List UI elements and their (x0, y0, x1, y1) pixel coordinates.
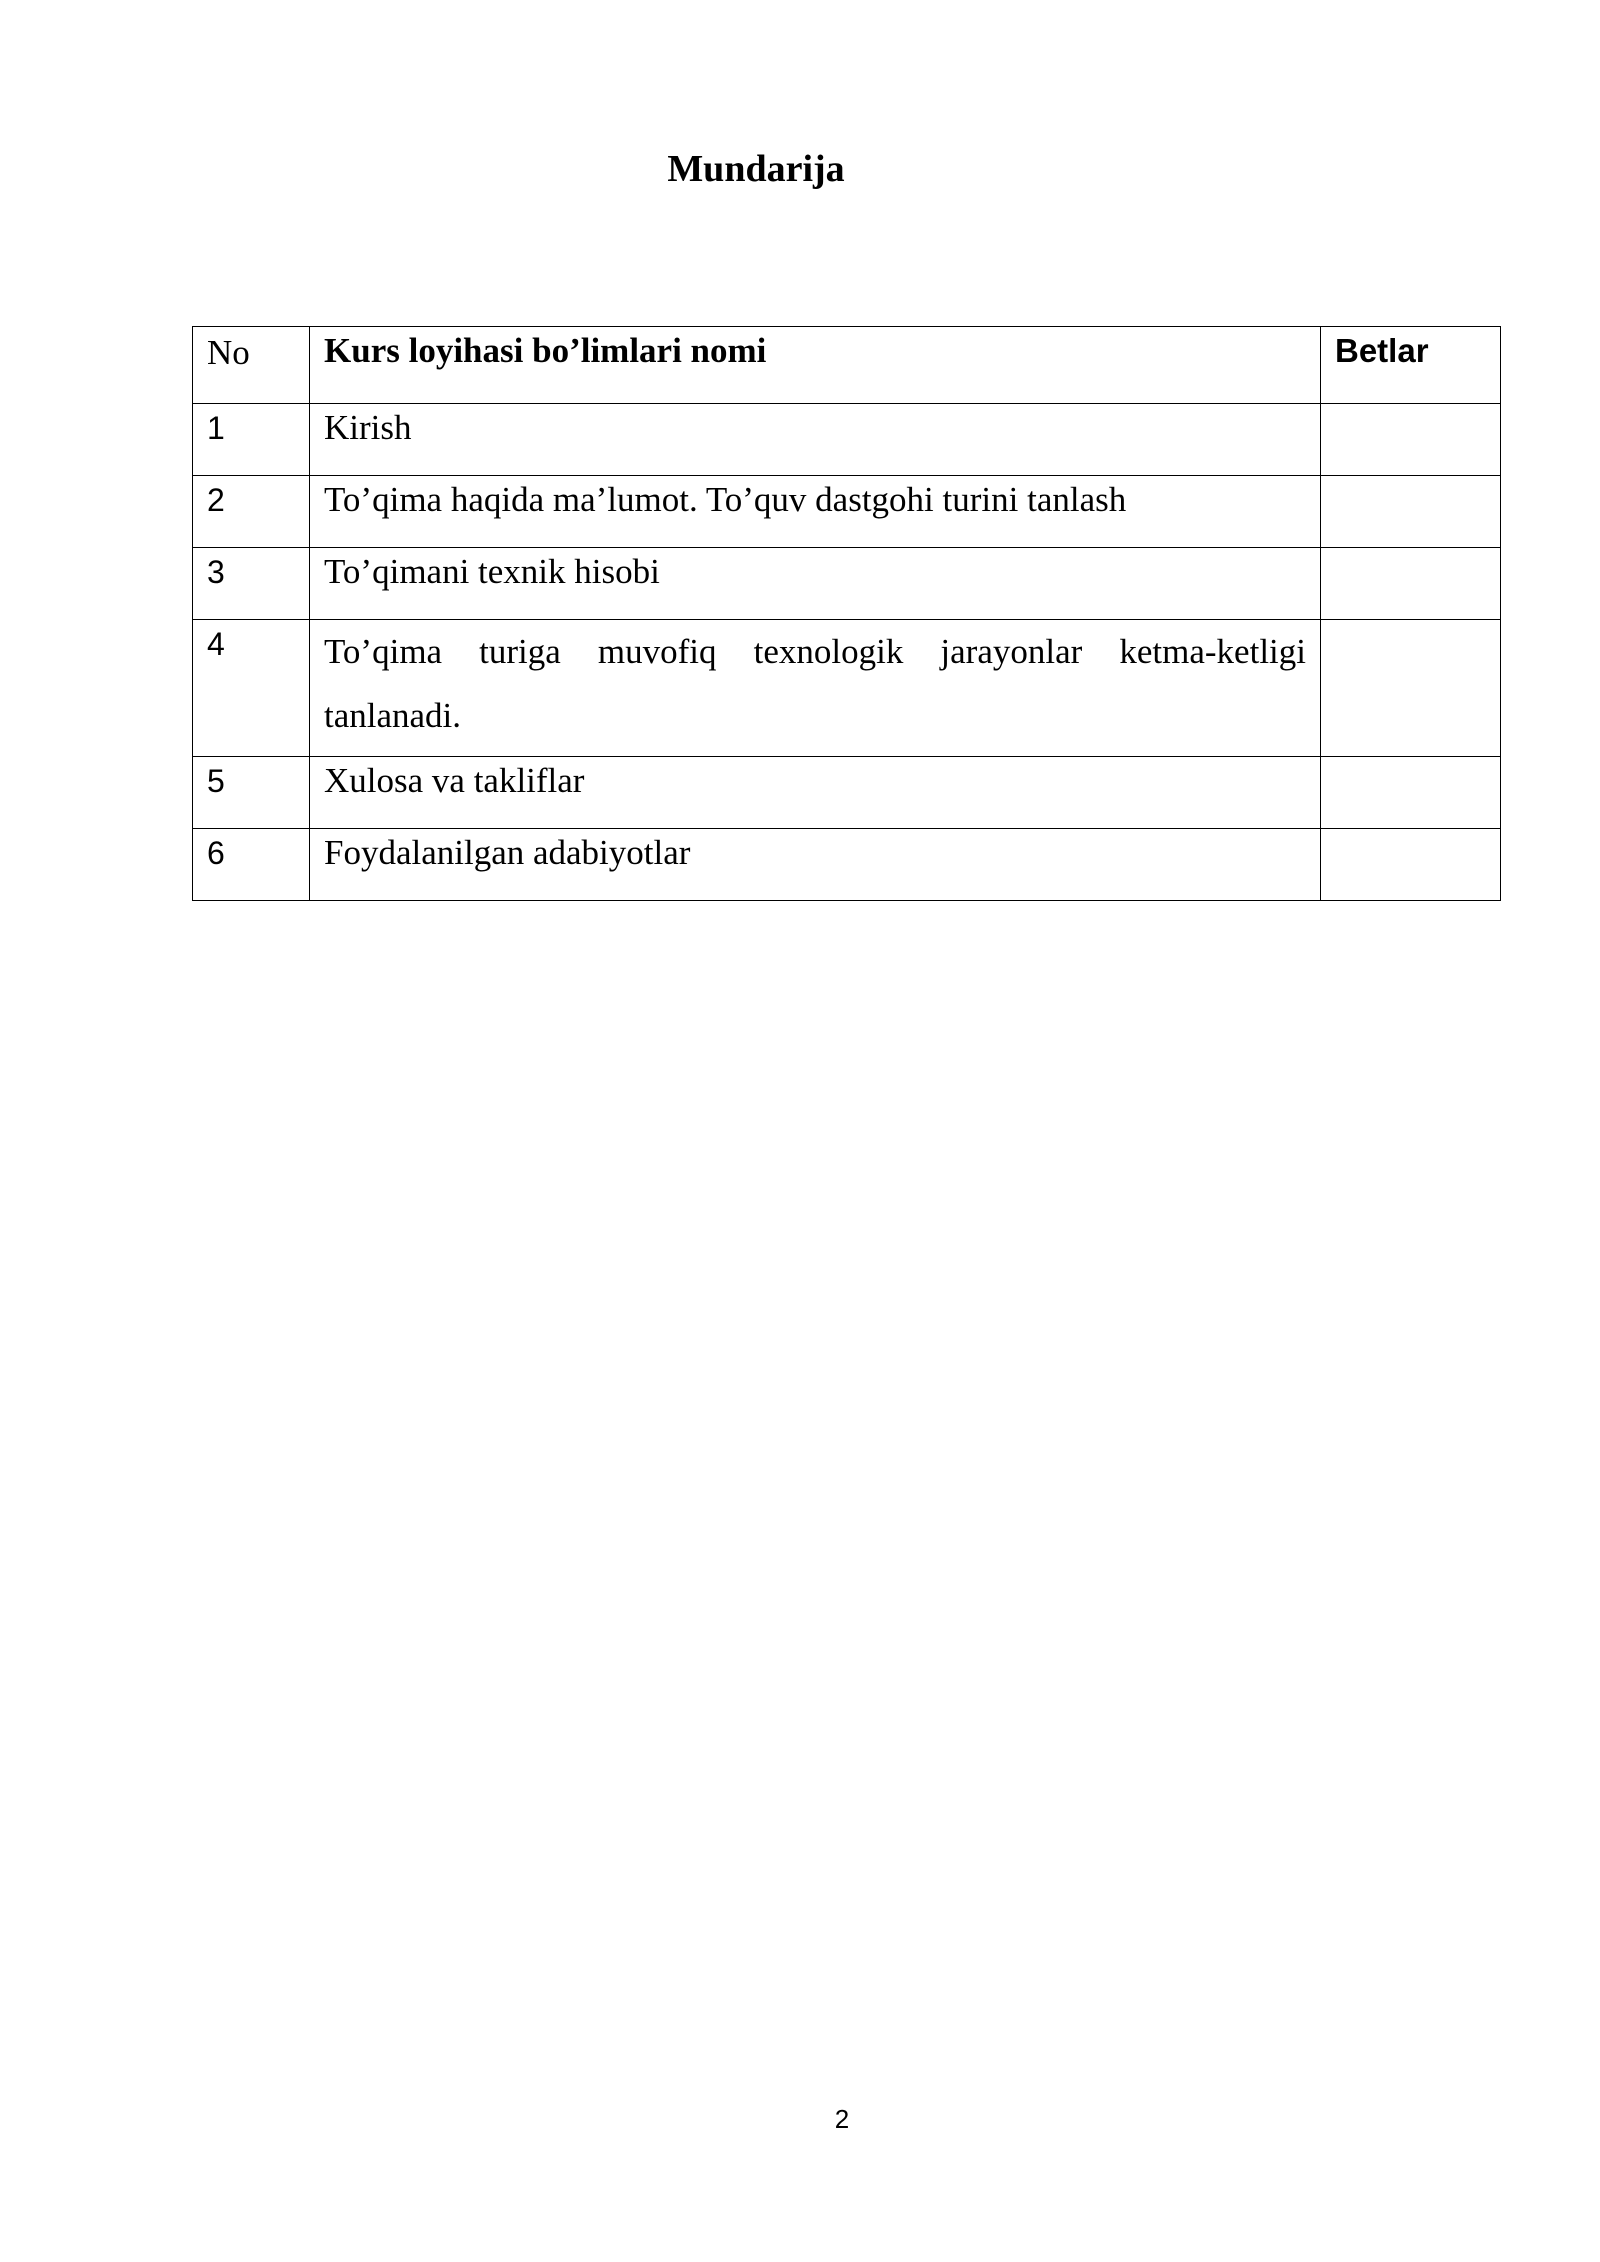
header-section-name: Kurs loyihasi bo’limlari nomi (310, 327, 1321, 404)
row-number: 4 (193, 620, 310, 757)
row-section-name: Foydalanilgan adabiyotlar (310, 829, 1321, 901)
row-pages (1321, 548, 1501, 620)
row-section-name: To’qimani texnik hisobi (310, 548, 1321, 620)
table-row (193, 829, 1501, 901)
table-row (193, 476, 1501, 548)
table-row (193, 757, 1501, 829)
row-pages (1321, 757, 1501, 829)
row-number: 6 (193, 829, 310, 901)
row-number: 2 (193, 476, 310, 548)
table-of-contents (192, 326, 1501, 901)
table-row (193, 548, 1501, 620)
page-title: Mundarija (667, 148, 845, 190)
row-number: 3 (193, 548, 310, 620)
row-number: 5 (193, 757, 310, 829)
row-pages (1321, 620, 1501, 757)
page-number: 2 (834, 2104, 850, 2134)
row-section-name: Kirish (310, 404, 1321, 476)
table-row (193, 404, 1501, 476)
row-pages (1321, 829, 1501, 901)
row-number: 1 (193, 404, 310, 476)
table-row (193, 620, 1501, 757)
header-no: No (193, 327, 310, 404)
row-section-name: To’qima haqida ma’lumot. To’quv dastgohi turini tanlash (310, 476, 1321, 548)
row-pages (1321, 404, 1501, 476)
row-pages (1321, 476, 1501, 548)
header-pages: Betlar (1321, 327, 1501, 404)
row-section-name: To’qima turiga muvofiq texnologik jarayonlar ketma-ketligi tanlanadi. (310, 620, 1321, 757)
row-section-name: Xulosa va takliflar (310, 757, 1321, 829)
table-header-row (193, 327, 1501, 404)
